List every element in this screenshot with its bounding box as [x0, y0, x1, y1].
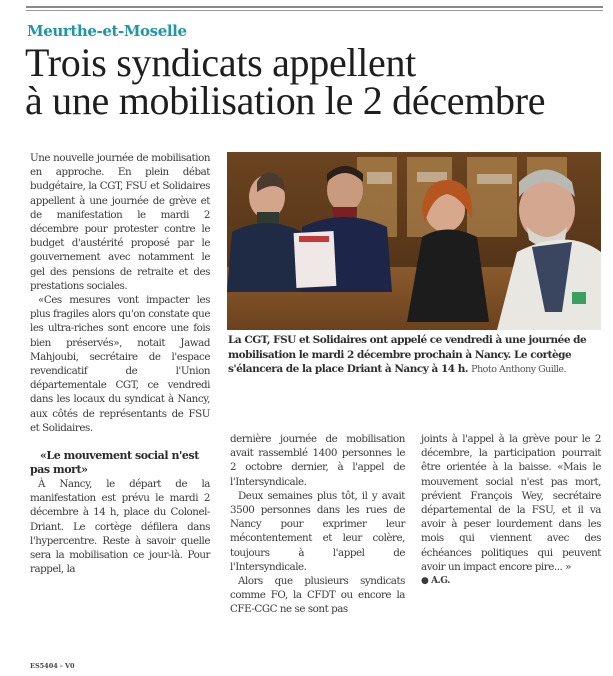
paragraph: joints à l'appel à la grève pour le 2 décembre, la participation pourrait être orientée à la baisse. «Mais le mouvement social n'est pas mort, prévient François Wey, secrétaire départemental de la FSU, et il va avoir à peser lourdement dans les mois qui viennent avec des échéances politiques qui peuvent avoir un impact encore pire... » [421, 433, 601, 573]
caption-text: La CGT, FSU et Solidaires ont appelé ce vendredi à une journée de mobilisation le mardi 2 décembre prochain à Nancy. Le cortège s'élancera de la place Driant à Nancy à 14 h. [228, 334, 587, 375]
paragraph: Une nouvelle journée de mobilisation en approche. En plein débat budgétaire, la CGT, FSU et Solidaires appellent à une journée de grève et de manifestation le mardi 2 décembre pour protester contre le budget d'austérité proposé par le gouvernement avec notamment le gel des pensions de retraite et des prestations sociales. [30, 152, 210, 292]
headline-line-2: à une mobilisation le 2 décembre [25, 78, 546, 123]
photo-credit: Photo Anthony Guille. [471, 364, 567, 375]
paragraph: À Nancy, le départ de la manifestation est prévu le mardi 2 décembre à 14 h, place du Colonel-Driant. Le cortège défilera dans l'hypercentre. Reste à savoir quelle sera la mobilisation ce jour-là. Pour rappel, la [30, 478, 210, 576]
top-rule-thin [26, 10, 603, 11]
article-column-2 [230, 432, 405, 617]
paragraph: Alors que plusieurs syndicats comme FO, la CFDT ou encore la CFE-CGC ne se sont pas [230, 575, 405, 616]
article-photo [227, 152, 601, 330]
section-kicker: Meurthe-et-Moselle [27, 22, 187, 40]
paragraph: Deux semaines plus tôt, il y avait 3500 personnes dans les rues de Nancy pour exprimer leur mécontentement et leur colère, toujours à l'appel de l'Intersyndicale. [230, 489, 405, 573]
article-column-1 [30, 151, 210, 576]
author-signature: ● A.G. [421, 576, 450, 587]
paragraph: «Ces mesures vont impacter les plus fragiles alors qu'on constate que les ultra-riches sont encore une fois bien préservés», notait Jawad Mahjoubi, secrétaire de l'espace revendicatif de l'Union départementale CGT, ce vendredi dans les locaux du syndicat à Nancy, aux côtés de représentants de FSU et Solidaires. [30, 294, 210, 434]
page-footer-code: ES5404 - V0 [30, 662, 75, 670]
headline [25, 40, 613, 123]
article-column-3 [421, 432, 601, 588]
subheading: «Le mouvement social n'est pas mort» [30, 449, 199, 477]
paragraph: dernière journée de mobilisation avait rassemblé 1400 personnes le 2 octobre dernier, à l'appel de l'Intersyndicale. [230, 433, 405, 488]
headline-line-1: Trois syndicats appellent [25, 40, 416, 85]
top-rule [26, 6, 603, 8]
photo-caption [228, 333, 606, 378]
photo-illustration [227, 152, 601, 330]
